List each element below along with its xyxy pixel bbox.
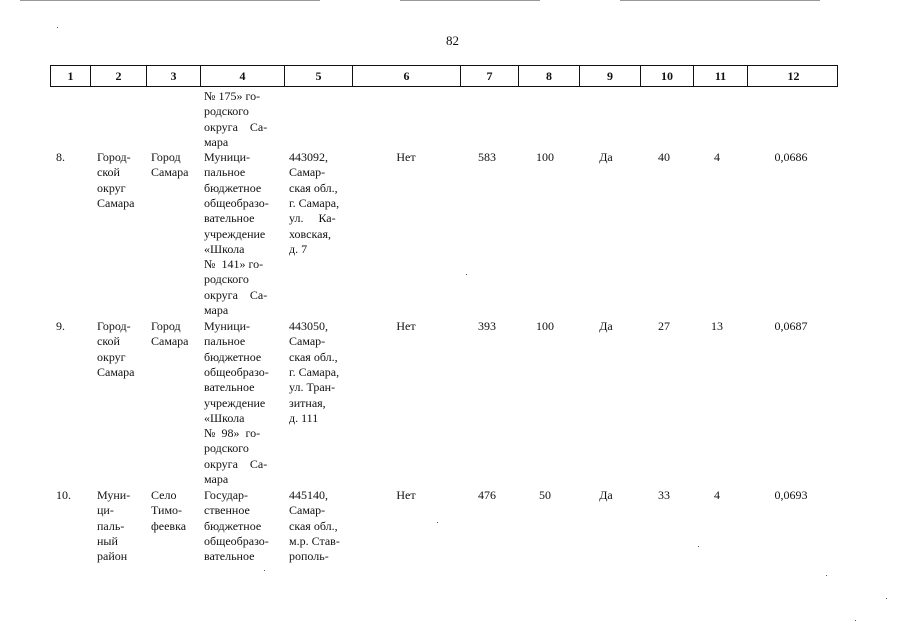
column-header-7: 7 (461, 66, 519, 86)
scan-speck (698, 546, 699, 547)
district-line: Город- (97, 150, 131, 164)
institution-name-line: бюджетное (204, 180, 262, 195)
institution-name-line: общеобразо- (204, 533, 269, 548)
institution-name-line: учреждение (204, 395, 266, 410)
scan-speck (886, 598, 887, 599)
cell-col6: Нет (396, 319, 416, 333)
address-line: г. Самара, (289, 195, 340, 210)
district-line: ци- (97, 503, 114, 518)
district-line: Самара (97, 195, 135, 210)
address-line: рополь- (289, 549, 329, 564)
institution-name-line: «Школа (204, 241, 245, 256)
district-line: ской (97, 165, 120, 180)
column-header-8: 8 (519, 66, 580, 86)
district-line: Муни- (97, 488, 131, 502)
settlement-line: Город (151, 150, 181, 164)
address-line: Самар- (289, 503, 326, 518)
district-line: округ (97, 180, 126, 195)
district-line: Самара (97, 364, 135, 379)
row-number: 8. (56, 150, 65, 164)
address-line: д. 7 (289, 241, 308, 256)
institution-name-line: округа Са- (204, 119, 268, 134)
scan-edge-line (400, 0, 540, 1)
institution-name-line: Муници- (204, 150, 251, 164)
scan-speck (826, 575, 827, 576)
scan-edge-line (20, 0, 320, 1)
institution-name-line: № 175» го- (204, 89, 261, 103)
column-header-6: 6 (353, 66, 461, 86)
scan-speck (437, 522, 438, 523)
address-line: ул. Тран- (289, 380, 336, 395)
cell-col12: 0,0687 (774, 319, 808, 333)
settlement-line: Самара (151, 334, 189, 349)
institution-name-line: общеобразо- (204, 364, 269, 379)
settlement-line: феевка (151, 518, 187, 533)
institution-name-line: № 98» го- (204, 426, 261, 441)
institution-name-line: округа Са- (204, 287, 268, 302)
institution-name-line: вательное (204, 380, 255, 395)
column-header-5: 5 (285, 66, 353, 86)
institution-name-line: вательное (204, 211, 255, 226)
district-line: ской (97, 334, 120, 349)
address-line: д. 111 (289, 410, 319, 425)
address-line: ховская, (289, 226, 331, 241)
address-line: 443092, (289, 150, 328, 164)
cell-col11: 4 (714, 150, 720, 164)
district-line: паль- (97, 518, 125, 533)
cell-col12: 0,0693 (774, 488, 808, 502)
cell-col8: 100 (536, 150, 554, 164)
address-line: ул. Ка- (289, 211, 336, 226)
institution-name-line: мара (204, 472, 229, 486)
cell-col12: 0,0686 (774, 150, 808, 164)
address-line: Самар- (289, 334, 326, 349)
column-header-1: 1 (51, 66, 91, 86)
institution-name-line: родского (204, 104, 249, 119)
institution-name-line: № 141» го- (204, 257, 264, 272)
institution-name-line: мара (204, 303, 229, 317)
address-line: зитная, (289, 395, 326, 410)
institution-name-line: родского (204, 441, 249, 456)
column-header-12: 12 (787, 69, 800, 83)
institution-name-line: родского (204, 272, 249, 287)
district-line: Город- (97, 319, 131, 333)
institution-name-line: округа Са- (204, 456, 268, 471)
address-line: м.р. Став- (289, 533, 340, 548)
cell-col7: 393 (478, 319, 496, 333)
institution-name-line: «Школа (204, 410, 245, 425)
institution-name-line: бюджетное (204, 349, 262, 364)
cell-col8: 100 (536, 319, 554, 333)
settlement-line: Тимо- (151, 503, 183, 518)
row-number: 10. (56, 488, 71, 502)
column-header-9: 9 (580, 66, 641, 86)
scan-edge-line (620, 0, 820, 1)
column-header-2: 2 (91, 66, 147, 86)
institution-name-line: Государ- (204, 488, 249, 502)
institution-name-line: вательное (204, 549, 255, 564)
cell-col10: 40 (658, 150, 670, 164)
cell-col11: 4 (714, 488, 720, 502)
district-line: район (97, 549, 128, 564)
column-header-11: 11 (694, 66, 748, 86)
institution-name-line: Муници- (204, 319, 251, 333)
institution-name-line: учреждение (204, 226, 266, 241)
district-line: округ (97, 349, 126, 364)
column-header-3: 3 (147, 66, 201, 86)
cell-col8: 50 (539, 488, 551, 502)
cell-col11: 13 (711, 319, 723, 333)
cell-col7: 583 (478, 150, 496, 164)
institution-name-line: ственное (204, 503, 250, 518)
address-line: ская обл., (289, 180, 338, 195)
page-number: 82 (446, 33, 459, 48)
address-line: ская обл., (289, 518, 338, 533)
address-line: г. Самара, (289, 364, 340, 379)
scan-speck (855, 620, 856, 621)
cell-col10: 33 (658, 488, 670, 502)
cell-col9: Да (599, 150, 613, 164)
district-line: ный (97, 533, 118, 548)
institution-name-line: бюджетное (204, 518, 262, 533)
address-line: 443050, (289, 319, 328, 333)
institution-name-line: пальное (204, 334, 246, 349)
scan-speck (57, 27, 58, 28)
address-line: 445140, (289, 488, 328, 502)
settlement-line: Село (151, 488, 177, 502)
cell-col9: Да (599, 319, 613, 333)
institution-name-line: общеобразо- (204, 195, 269, 210)
table-header-row (50, 65, 838, 87)
row-number: 9. (56, 319, 65, 333)
institution-name-line: пальное (204, 165, 246, 180)
column-header-10: 10 (641, 66, 694, 86)
institution-name-line: мара (204, 134, 229, 149)
cell-col9: Да (599, 488, 613, 502)
cell-col7: 476 (478, 488, 496, 502)
cell-col10: 27 (658, 319, 670, 333)
scan-speck (466, 274, 467, 275)
address-line: Самар- (289, 165, 326, 180)
cell-col6: Нет (396, 488, 416, 502)
settlement-line: Самара (151, 165, 189, 180)
cell-col6: Нет (396, 150, 416, 164)
column-header-4: 4 (201, 66, 285, 86)
scan-speck (264, 570, 265, 571)
address-line: ская обл., (289, 349, 338, 364)
settlement-line: Город (151, 319, 181, 333)
